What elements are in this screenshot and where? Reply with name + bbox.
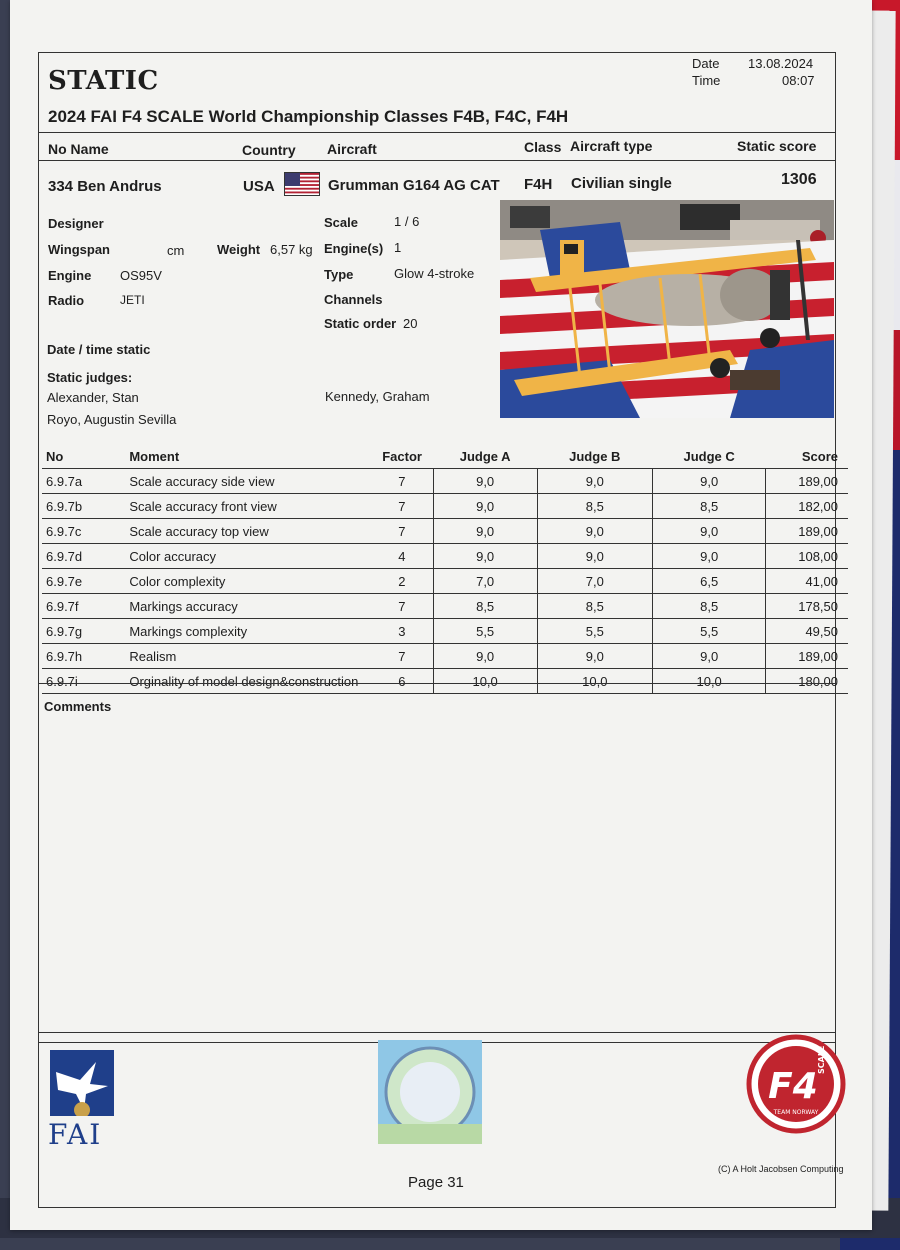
- table-cell: 9,0: [537, 544, 652, 569]
- table-cell: 4: [371, 544, 433, 569]
- table-row: [42, 569, 848, 594]
- table-cell: 8,5: [537, 494, 652, 519]
- table-cell: 6.9.7c: [42, 519, 125, 544]
- radio-label: Radio: [48, 293, 85, 308]
- radio-value: JETI: [120, 293, 145, 307]
- f4-logo-text: F4: [768, 1066, 818, 1107]
- table-cell: 7: [371, 594, 433, 619]
- engines-label: Engine(s): [324, 241, 384, 256]
- weight-label: Weight: [217, 242, 261, 257]
- score-table: [42, 444, 848, 694]
- entry-static-score: 1306: [781, 171, 817, 188]
- type-value: Glow 4-stroke: [394, 266, 475, 281]
- table-cell: 9,0: [433, 544, 537, 569]
- table-cell: 6.9.7d: [42, 544, 125, 569]
- table-cell: 6.9.7e: [42, 569, 125, 594]
- table-cell: 189,00: [766, 519, 848, 544]
- table-cell: 7,0: [433, 569, 537, 594]
- table-cell: 6.9.7i: [42, 669, 125, 694]
- judge-name: Kennedy, Graham: [325, 389, 430, 404]
- aircraft-photo: [500, 200, 834, 418]
- type-label: Type: [324, 267, 354, 282]
- judge-name: Royo, Augustin Sevilla: [47, 412, 177, 427]
- table-cell: 189,00: [766, 469, 848, 494]
- table-cell: 9,0: [537, 469, 652, 494]
- table-cell: 5,5: [537, 619, 652, 644]
- col-no-name: No Name: [48, 141, 109, 157]
- table-cell: 6.9.7h: [42, 644, 125, 669]
- championship-emblem: [378, 1040, 482, 1144]
- table-cell: 6,5: [652, 569, 765, 594]
- wingspan-label: Wingspan: [48, 242, 110, 257]
- table-cell: 10,0: [652, 669, 765, 694]
- copyright-text: (C) A Holt Jacobsen Computing: [718, 1164, 844, 1174]
- table-cell: 3: [371, 619, 433, 644]
- header-cell: Moment: [129, 448, 180, 464]
- table-cell: 9,0: [537, 519, 652, 544]
- us-flag-icon: [284, 172, 320, 196]
- engine-label: Engine: [48, 268, 92, 283]
- channels-label: Channels: [324, 292, 383, 307]
- static-judges-label: Static judges:: [47, 370, 133, 385]
- engines-value: 1: [394, 240, 402, 255]
- table-cell: 9,0: [433, 494, 537, 519]
- table-cell: 9,0: [433, 644, 537, 669]
- table-cell: 9,0: [652, 519, 765, 544]
- table-cell: Scale accuracy top view: [125, 519, 371, 544]
- table-cell: 6: [371, 669, 433, 694]
- wingspan-unit: cm: [167, 243, 185, 258]
- championship-title: 2024 FAI F4 SCALE World Championship Classes F4B, F4C, F4H: [48, 107, 569, 126]
- table-cell: 8,5: [652, 494, 765, 519]
- header-cell: Factor: [382, 448, 422, 464]
- table-cell: 9,0: [433, 519, 537, 544]
- static-order-value: 20: [403, 316, 418, 331]
- table-cell: Orginality of model design&construction: [125, 669, 371, 694]
- table-row: [42, 544, 848, 569]
- table-cell: 9,0: [652, 544, 765, 569]
- table-header-row: [42, 444, 848, 469]
- header-cell: Judge A: [459, 448, 511, 464]
- table-cell: 10,0: [537, 669, 652, 694]
- page-number: Page 31: [408, 1174, 464, 1191]
- col-class: Class: [524, 139, 562, 155]
- engine-value: OS95V: [120, 268, 162, 283]
- entry-aircraft-type: Civilian single: [571, 175, 672, 192]
- table-cell: 49,50: [766, 619, 848, 644]
- static-order-label: Static order: [324, 316, 397, 331]
- table-cell: 41,00: [766, 569, 848, 594]
- date-time-static-label: Date / time static: [47, 342, 151, 357]
- table-cell: Color accuracy: [125, 544, 371, 569]
- table-cell: 9,0: [433, 469, 537, 494]
- entry-aircraft: Grumman G164 AG CAT: [328, 177, 500, 194]
- f4-logo-sub: SCALE: [817, 1045, 826, 1074]
- table-row: [42, 494, 848, 519]
- time-value: 08:07: [782, 73, 815, 88]
- table-cell: 178,50: [766, 594, 848, 619]
- table-cell: 9,0: [652, 469, 765, 494]
- table-row: [42, 669, 848, 694]
- designer-label: Designer: [48, 216, 104, 231]
- date-value: 13.08.2024: [748, 56, 814, 71]
- table-cell: 6.9.7f: [42, 594, 125, 619]
- table-cell: Markings complexity: [125, 619, 371, 644]
- table-cell: 5,5: [433, 619, 537, 644]
- table-cell: 8,5: [652, 594, 765, 619]
- table-cell: 9,0: [652, 644, 765, 669]
- header-cell: Score: [801, 448, 838, 464]
- fai-logo: [50, 1050, 114, 1116]
- col-static-score: Static score: [737, 138, 817, 154]
- fai-logo-text: FAI: [48, 1118, 103, 1151]
- table-cell: 7: [371, 469, 433, 494]
- weight-value: 6,57 kg: [270, 242, 313, 257]
- table-row: [42, 594, 848, 619]
- table-cell: 189,00: [766, 644, 848, 669]
- scale-label: Scale: [324, 215, 358, 230]
- score-sheet: [10, 0, 872, 1230]
- header-cell: Judge C: [683, 448, 735, 464]
- table-cell: 6.9.7g: [42, 619, 125, 644]
- entry-country: USA: [243, 178, 275, 195]
- table-cell: Color complexity: [125, 569, 371, 594]
- comments-label: Comments: [44, 699, 112, 714]
- header-cell: Judge B: [569, 448, 621, 464]
- table-cell: 10,0: [433, 669, 537, 694]
- table-cell: 8,5: [433, 594, 537, 619]
- table-cell: Scale accuracy side view: [125, 469, 371, 494]
- table-cell: Scale accuracy front view: [125, 494, 371, 519]
- table-row: [42, 619, 848, 644]
- table-cell: 7: [371, 519, 433, 544]
- table-cell: 6.9.7b: [42, 494, 125, 519]
- table-cell: 182,00: [766, 494, 848, 519]
- entry-class: F4H: [524, 176, 553, 193]
- page-title: STATIC: [48, 66, 159, 96]
- table-cell: 2: [371, 569, 433, 594]
- entry-number-name: 334 Ben Andrus: [48, 178, 162, 195]
- table-row: [42, 519, 848, 544]
- table-cell: 7: [371, 494, 433, 519]
- table-cell: Realism: [125, 644, 371, 669]
- table-row: [42, 644, 848, 669]
- f4-scale-team-norway-logo: [746, 1034, 846, 1134]
- table-cell: 7,0: [537, 569, 652, 594]
- time-label: Time: [692, 73, 721, 88]
- table-cell: 7: [371, 644, 433, 669]
- header-cell: No: [46, 448, 64, 464]
- date-label: Date: [692, 56, 720, 71]
- table-cell: 8,5: [537, 594, 652, 619]
- col-aircraft-type: Aircraft type: [570, 138, 653, 154]
- table-cell: 6.9.7a: [42, 469, 125, 494]
- table-cell: Markings accuracy: [125, 594, 371, 619]
- table-row: [42, 469, 848, 494]
- table-cell: 9,0: [537, 644, 652, 669]
- table-cell: 108,00: [766, 544, 848, 569]
- judge-name: Alexander, Stan: [47, 390, 139, 405]
- col-aircraft: Aircraft: [327, 141, 377, 157]
- col-country: Country: [242, 142, 296, 158]
- scale-value: 1 / 6: [394, 214, 420, 229]
- f4-logo-team: TEAM NORWAY: [773, 1109, 819, 1116]
- table-cell: 5,5: [652, 619, 765, 644]
- table-cell: 180,00: [766, 669, 848, 694]
